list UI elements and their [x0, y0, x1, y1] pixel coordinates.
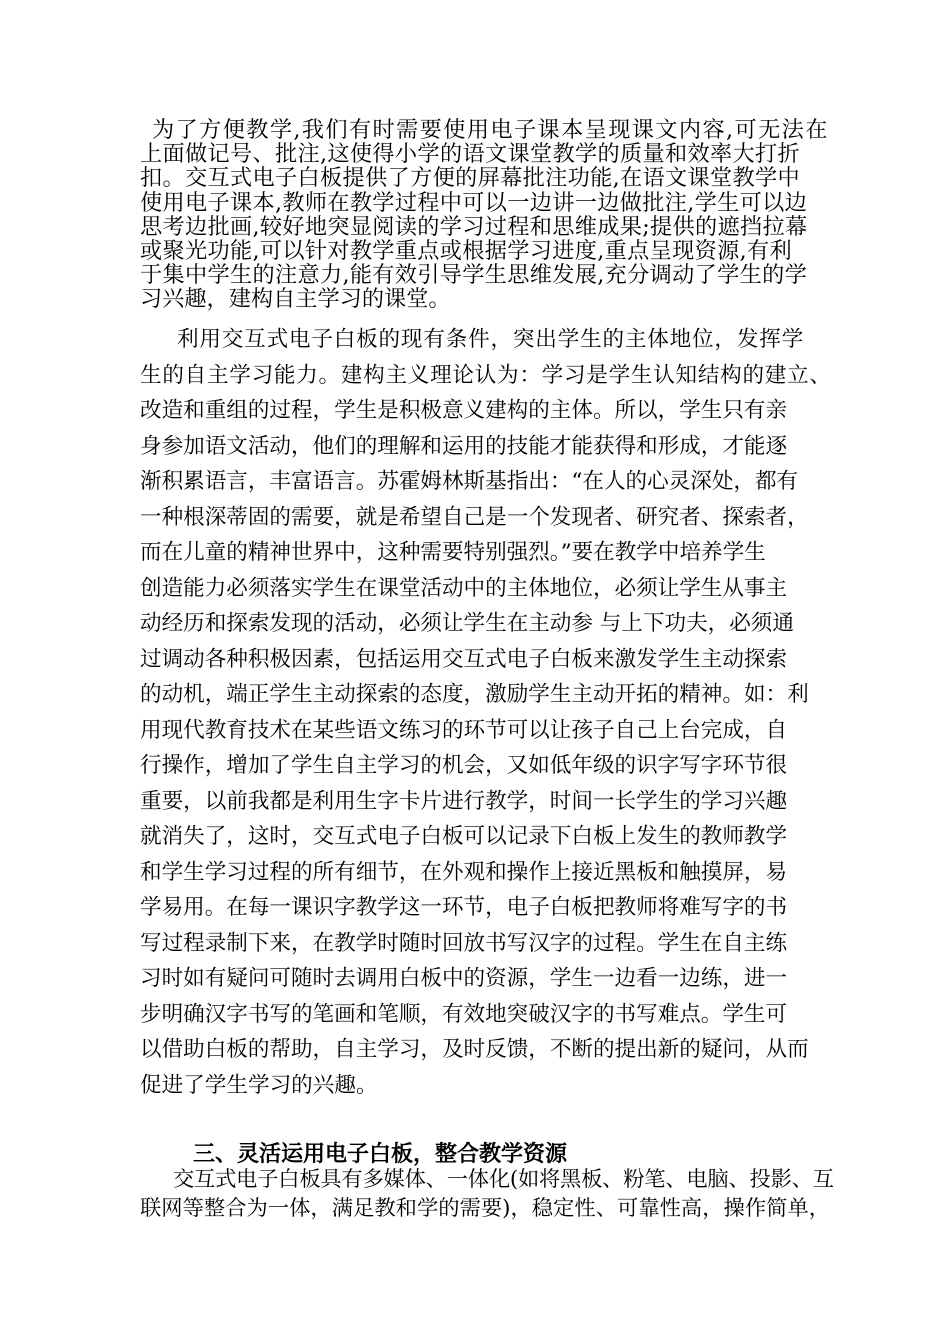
text-line: 而在儿童的精神世界中，这种需要特别强烈。”要在教学中培养学生 — [140, 540, 766, 565]
text-line: 利用交互式电子白板的现有条件，突出学生的主体地位，发挥学 — [177, 327, 805, 352]
text-line: 或聚光功能,可以针对教学重点或根据学习进度,重点呈现资源,有利 — [140, 238, 792, 265]
text-line: 交互式电子白板具有多媒体、一体化(如将黑板、粉笔、电脑、投影、互 — [173, 1167, 834, 1192]
text-line: 联网等整合为一体，满足教和学的需要)，稳定性、可靠性高，操作简单， — [140, 1196, 831, 1221]
text-line: 渐积累语言，丰富语言。苏霍姆林斯基指出：“在人的心灵深处，都有 — [140, 469, 799, 494]
text-line: 写过程录制下来，在教学时随时回放书写汉字的过程。学生在自主练 — [140, 930, 788, 956]
text-line: 身参加语文活动，他们的理解和运用的技能才能获得和形成，才能逐 — [140, 433, 788, 459]
paragraph-integration — [140, 1165, 834, 1223]
paragraph-whiteboard-annotation — [140, 118, 829, 312]
text-line: 步明确汉字书写的笔画和笔顺，有效地突破汉字的书写难点。学生可 — [140, 1001, 788, 1027]
text-line: 重要，以前我都是利用生字卡片进行教学，时间一长学生的学习兴趣 — [140, 788, 788, 814]
text-line: 学易用。在每一课识字教学这一环节，电子白板把教师将难写字的书 — [140, 895, 788, 920]
text-line: 创造能力必须落实学生在课堂活动中的主体地位，必须让学生从事主 — [140, 575, 788, 601]
text-line: 就消失了，这时，交互式电子白板可以记录下白板上发生的教师教学 — [140, 824, 788, 849]
text-line: 过调动各种积极因素，包括运用交互式电子白板来激发学生主动探索 — [140, 646, 788, 672]
text-line: 和学生学习过程的所有细节，在外观和操作上接近黑板和触摸屏，易 — [140, 859, 788, 885]
text-line: 用现代教育技术在某些语文练习的环节可以让孩子自己上台完成，自 — [140, 717, 788, 743]
text-line: 一种根深蒂固的需要，就是希望自己是一个发现者、研究者、探索者， — [140, 504, 809, 530]
text-line: 习时如有疑问可随时去调用白板中的资源，学生一边看一边练，进一 — [140, 966, 788, 991]
text-line: 改造和重组的过程，学生是积极意义建构的主体。所以，学生只有亲 — [140, 398, 788, 423]
text-line: 思考边批画,较好地突显阅读的学习过程和思维成果;提供的遮挡拉幕 — [140, 213, 808, 240]
text-line: 促进了学生学习的兴趣。 — [140, 1072, 378, 1098]
text-line: 上面做记号、批注,这使得小学的语文课堂教学的质量和效率大打折 — [140, 141, 801, 168]
section-heading: 三、灵活运用电子白板，整合教学资源 — [193, 1141, 568, 1167]
text-line: 行操作，增加了学生自主学习的机会，又如低年级的识字写字环节很 — [140, 753, 788, 778]
text-line: 以借助白板的帮助，自主学习，及时反馈，不断的提出新的疑问，从而 — [140, 1037, 809, 1062]
text-line: 动经历和探索发现的活动，必须让学生在主动参 与上下功夫，必须通 — [140, 611, 794, 636]
text-line: 为了方便教学,我们有时需要使用电子课本呈现课文内容,可无法在 — [152, 117, 829, 143]
text-line: 于集中学生的注意力,能有效引导学生思维发展,充分调动了学生的学 — [140, 262, 808, 289]
text-line: 扣。交互式电子白板提供了方便的屏幕批注功能,在语文课堂教学中 — [140, 165, 801, 192]
text-line: 生的自主学习能力。建构主义理论认为：学习是学生认知结构的建立、 — [140, 362, 832, 388]
paragraph-autonomous-learning — [140, 322, 832, 1103]
text-line: 习兴趣，建构自主学习的课堂。 — [140, 286, 451, 313]
text-line: 的动机，端正学生主动探索的态度，激励学生主动开拓的精神。如：利 — [140, 682, 809, 707]
text-line: 使用电子课本,教师在教学过程中可以一边讲一边做批注,学生可以边 — [140, 189, 808, 216]
